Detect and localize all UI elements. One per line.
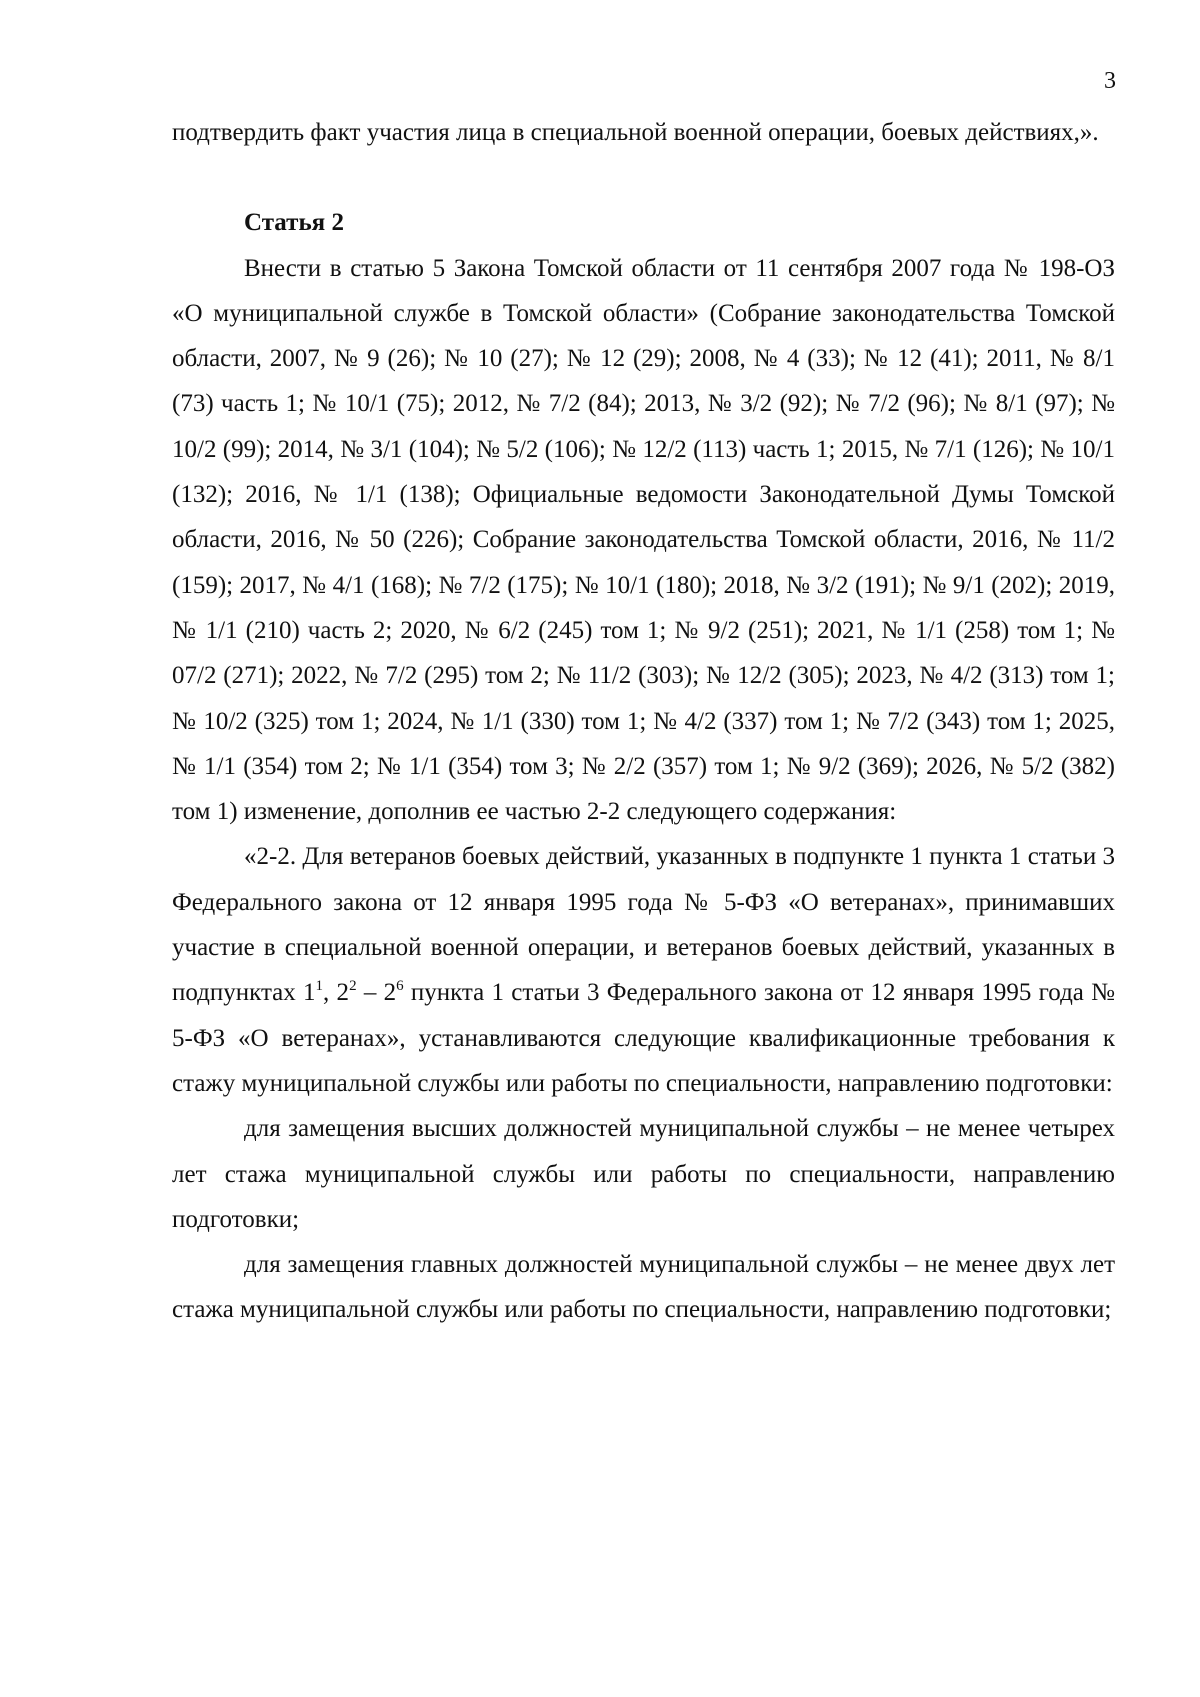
clause-text-mid1: , 2 — [323, 979, 350, 1007]
superscript-2: 2 — [349, 978, 357, 995]
clause-text-start: «2-2. Для ветеранов боевых действий, указанных в подпункте 1 пункта 1 статьи 3 Федерального закона от 12 января 1995 года № 5-ФЗ «О ветеранах», принимавших участие в специальной военной операции, и ветеранов боевых действий, указанных в подпунктах 1 — [172, 843, 1115, 1007]
superscript-1: 1 — [315, 978, 324, 995]
document-body — [172, 110, 1115, 1333]
page-number: 3 — [1104, 68, 1116, 94]
clause-text-end: пункта 1 статьи 3 Федерального закона от 12 января 1995 года № 5-ФЗ «О ветеранах», устанавливаются следующие квалификационные требования к стажу муниципальной службы или работы по специальности, направлению подготовки: — [172, 979, 1116, 1097]
higher-positions-item: для замещения высших должностей муниципальной службы – не менее четырех лет стажа муниципальной службы или работы по специальности, направлению подготовки; — [172, 1115, 1115, 1233]
spacer — [172, 155, 1115, 200]
main-positions-item: для замещения главных должностей муниципальной службы – не менее двух лет стажа муниципальной службы или работы по специальности, направлению подготовки; — [172, 1251, 1115, 1324]
article-heading: Статья 2 — [244, 209, 344, 237]
intro-paragraph: подтвердить факт участия лица в специальной военной операции, боевых действиях,». — [172, 119, 1099, 146]
clause-paragraph — [172, 834, 1115, 1106]
superscript-3: 6 — [396, 978, 404, 995]
clause-text-mid2: – 2 — [356, 979, 397, 1007]
article-paragraph: Внести в статью 5 Закона Томской области от 11 сентября 2007 года № 198-ОЗ «О муниципальной службе в Томской области» (Собрание законодательства Томской области, 2007, № 9 (26); № 10 (27); № 12 (29); 2008, № 4 (33); № 12 (41); 2011, № 8/1 (73) часть 1; № 10/1 (75); 2012, № 7/2 (84); 2013, № 3/2 (92); № 7/2 (96); № 8/1 (97); № 10/2 (99); 2014, № 3/1 (104); № 5/2 (106); № 12/2 (113) часть 1; 2015, № 7/1 (126); № 10/1 (132); 2016, № 1/1 (138); Официальные ведомости Законодательной Думы Томской области, 2016, № 50 (226); Собрание законодательства Томской области, 2016, № 11/2 (159); 2017, № 4/1 (168); № 7/2 (175); № 10/1 (180); 2018, № 3/2 (191); № 9/1 (202); 2019, № 1/1 (210) часть 2; 2020, № 6/2 (245) том 1; № 9/2 (251); 2021, № 1/1 (258) том 1; № 07/2 (271); 2022, № 7/2 (295) том 2; № 11/2 (303); № 12/2 (305); 2023, № 4/2 (313) том 1; № 10/2 (325) том 1; 2024, № 1/1 (330) том 1; № 4/2 (337) том 1; № 7/2 (343) том 1; 2025, № 1/1 (354) том 2; № 1/1 (354) том 3; № 2/2 (357) том 1; № 9/2 (369); 2026, № 5/2 (382) том 1) изменение, дополнив ее частью 2-2 следующего содержания: — [172, 254, 1115, 826]
